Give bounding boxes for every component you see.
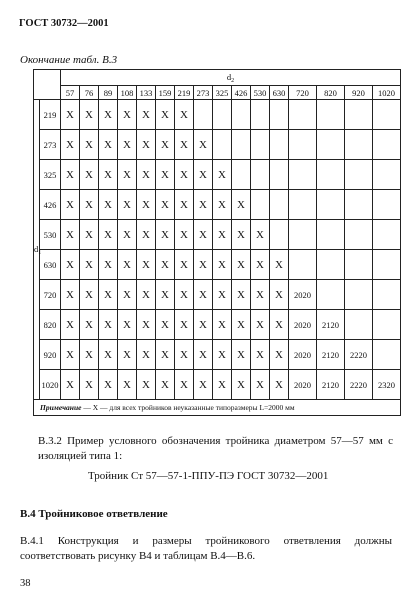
table-cell [345,280,373,310]
table-cell: X [156,160,175,190]
table-cell [373,130,401,160]
page-number: 38 [20,578,31,589]
column-header: 1020 [373,86,401,100]
table-cell: X [232,340,251,370]
table-cell: X [61,280,80,310]
table-cell [232,160,251,190]
table-cell: X [61,130,80,160]
table-cell: X [137,340,156,370]
table-cell: X [213,280,232,310]
table-cell [345,160,373,190]
table-cell: X [175,100,194,130]
table-cell: X [99,130,118,160]
table-cell [373,190,401,220]
table-cell: X [137,190,156,220]
table-cell: X [213,190,232,220]
row-header: 920 [40,340,61,370]
table-cell [345,130,373,160]
table-cell: 2020 [289,340,317,370]
table-cell: X [80,220,99,250]
column-header: 273 [194,86,213,100]
row-header: 273 [40,130,61,160]
table-cell: X [99,190,118,220]
table-cell: X [99,370,118,400]
table-cell: X [251,220,270,250]
table-cell: X [270,250,289,280]
table-cell: X [213,370,232,400]
table-cell: X [156,310,175,340]
table-cell: X [232,310,251,340]
table-row [34,310,401,340]
table-caption: Окончание табл. В.3 [20,54,118,66]
table-cell: X [213,160,232,190]
table-cell [289,220,317,250]
table-cell: X [175,340,194,370]
dimensions-table [33,69,401,416]
table-cell [317,250,345,280]
table-cell: X [137,250,156,280]
table-cell: X [251,340,270,370]
table-cell: X [61,250,80,280]
table-cell: X [270,310,289,340]
table-cell: X [118,340,137,370]
table-cell: X [118,100,137,130]
table-cell: X [137,130,156,160]
table-cell [289,190,317,220]
table-cell: X [156,130,175,160]
table-cell: X [213,250,232,280]
section-paragraph: В.4.1 Конструкция и размеры тройникового ответвления должны соответствовать рисунку В4 и таблицам В.4—В.6. [20,535,392,562]
row-header: 325 [40,160,61,190]
table-row [34,340,401,370]
table-cell: X [80,280,99,310]
column-header: 133 [137,86,156,100]
table-cell: X [137,310,156,340]
column-header: 108 [118,86,137,100]
table-cell: X [232,370,251,400]
table-cell: X [175,160,194,190]
table-cell: X [118,220,137,250]
column-header: 76 [80,86,99,100]
table-cell: X [99,160,118,190]
column-header: 530 [251,86,270,100]
table-cell: 2020 [289,370,317,400]
column-header: 920 [345,86,373,100]
table-cell [345,310,373,340]
table-cell [213,100,232,130]
table-cell [345,250,373,280]
table-cell: X [99,310,118,340]
table-cell [317,100,345,130]
table-cell: X [118,370,137,400]
row-header: 219 [40,100,61,130]
table-cell: X [61,160,80,190]
table-cell: 2020 [289,280,317,310]
table-cell: X [118,160,137,190]
table-cell: X [137,280,156,310]
column-header: 720 [289,86,317,100]
table-cell: X [61,310,80,340]
table-cell: X [194,250,213,280]
row-header: 1020 [40,370,61,400]
table-cell: X [99,250,118,280]
table-cell: X [99,100,118,130]
table-row [34,190,401,220]
table-cell: X [194,130,213,160]
table-cell: 2320 [373,370,401,400]
table-cell: X [118,310,137,340]
table-cell [251,160,270,190]
column-header: 219 [175,86,194,100]
table-cell: X [156,250,175,280]
table-row [34,100,401,130]
table-cell [232,130,251,160]
column-header: 57 [61,86,80,100]
table-cell: X [118,130,137,160]
table-row [34,130,401,160]
d2-header: $d_2$ [61,70,401,86]
table-cell [317,220,345,250]
row-header: 820 [40,310,61,340]
table-cell: X [80,250,99,280]
table-cell: X [232,250,251,280]
table-cell: X [80,100,99,130]
table-row [34,250,401,280]
table-cell: X [175,280,194,310]
table-cell: X [99,220,118,250]
table-cell: X [232,280,251,310]
row-header: 530 [40,220,61,250]
table-cell: X [194,370,213,400]
table-cell: X [118,190,137,220]
corner-cell [34,70,61,100]
table-cell: X [61,340,80,370]
table-row [34,370,401,400]
row-header: 630 [40,250,61,280]
table-cell [270,160,289,190]
table-cell [194,100,213,130]
table-cell [373,100,401,130]
table-cell [232,100,251,130]
column-header: 159 [156,86,175,100]
column-header: 426 [232,86,251,100]
table-cell: X [80,340,99,370]
table-cell: X [213,310,232,340]
table-cell [373,310,401,340]
table-cell [345,190,373,220]
table-cell: X [156,340,175,370]
table-cell: X [232,220,251,250]
table-cell [251,130,270,160]
table-cell: X [137,100,156,130]
d1-label: $d_1$ [34,100,40,400]
table-cell: X [61,220,80,250]
table-cell: X [194,340,213,370]
table-cell [373,250,401,280]
row-header: 426 [40,190,61,220]
table-cell: X [194,220,213,250]
table-note: Примечание — X — для всех тройников неуказанные типоразмеры L=2000 мм [34,400,401,416]
table-cell [289,160,317,190]
table-cell: X [251,250,270,280]
table-cell [373,340,401,370]
table-cell [345,100,373,130]
column-header: 820 [317,86,345,100]
table-cell: X [175,190,194,220]
column-header: 325 [213,86,232,100]
table-cell [317,160,345,190]
table-cell: X [194,280,213,310]
table-cell: X [251,370,270,400]
table-cell [373,160,401,190]
table-cell: X [213,340,232,370]
table-cell: X [137,220,156,250]
table-cell: X [137,370,156,400]
table-cell: 2020 [289,310,317,340]
table-cell [270,100,289,130]
table-cell: X [80,190,99,220]
table-cell [270,130,289,160]
table-cell: X [270,340,289,370]
table-cell: X [156,280,175,310]
table-cell [251,190,270,220]
table-row [34,280,401,310]
table-row [34,160,401,190]
table-cell: X [175,310,194,340]
table-cell: X [270,280,289,310]
table-cell: X [118,250,137,280]
table-cell: X [80,370,99,400]
table-cell: X [80,310,99,340]
table-cell: X [270,370,289,400]
table-cell: X [175,370,194,400]
column-header: 89 [99,86,118,100]
example-paragraph: В.3.2 Пример условного обозначения тройника диаметром 57—57 мм с изоляцией типа 1: [38,435,393,462]
table-cell: X [213,220,232,250]
table-cell: X [61,370,80,400]
table-cell [373,220,401,250]
table-cell: X [99,280,118,310]
table-cell [373,280,401,310]
table-cell: X [118,280,137,310]
table-cell [317,280,345,310]
table-cell: X [99,340,118,370]
table-cell: X [156,370,175,400]
table-cell: X [80,160,99,190]
table-cell: X [194,160,213,190]
example-designation: Тройник Ст 57—57-1-ППУ-ПЭ ГОСТ 30732—2001 [88,470,329,482]
table-cell: X [156,220,175,250]
table-cell [289,250,317,280]
table-cell [345,220,373,250]
table-cell: 2120 [317,310,345,340]
table-cell [213,130,232,160]
table-cell [289,130,317,160]
column-header: 630 [270,86,289,100]
table-cell: X [61,190,80,220]
document-header: ГОСТ 30732—2001 [19,18,109,29]
table-cell [317,130,345,160]
table-cell: X [61,100,80,130]
table-cell: X [194,310,213,340]
table-cell: X [156,100,175,130]
table-cell: X [251,310,270,340]
table-cell [270,220,289,250]
table-cell: X [194,190,213,220]
table-row [34,220,401,250]
table-cell: 2220 [345,340,373,370]
table-cell [270,190,289,220]
table-cell: X [232,190,251,220]
table-cell [317,190,345,220]
table-cell: X [175,250,194,280]
table-cell [251,100,270,130]
section-title: В.4 Тройниковое ответвление [20,508,168,520]
table-cell: 2220 [345,370,373,400]
table-cell: X [137,160,156,190]
row-header: 720 [40,280,61,310]
table-cell [289,100,317,130]
table-cell: X [175,130,194,160]
table-cell: X [175,220,194,250]
table-cell: X [156,190,175,220]
table-cell: 2120 [317,370,345,400]
table-cell: 2120 [317,340,345,370]
table-cell: X [251,280,270,310]
table-cell: X [80,130,99,160]
